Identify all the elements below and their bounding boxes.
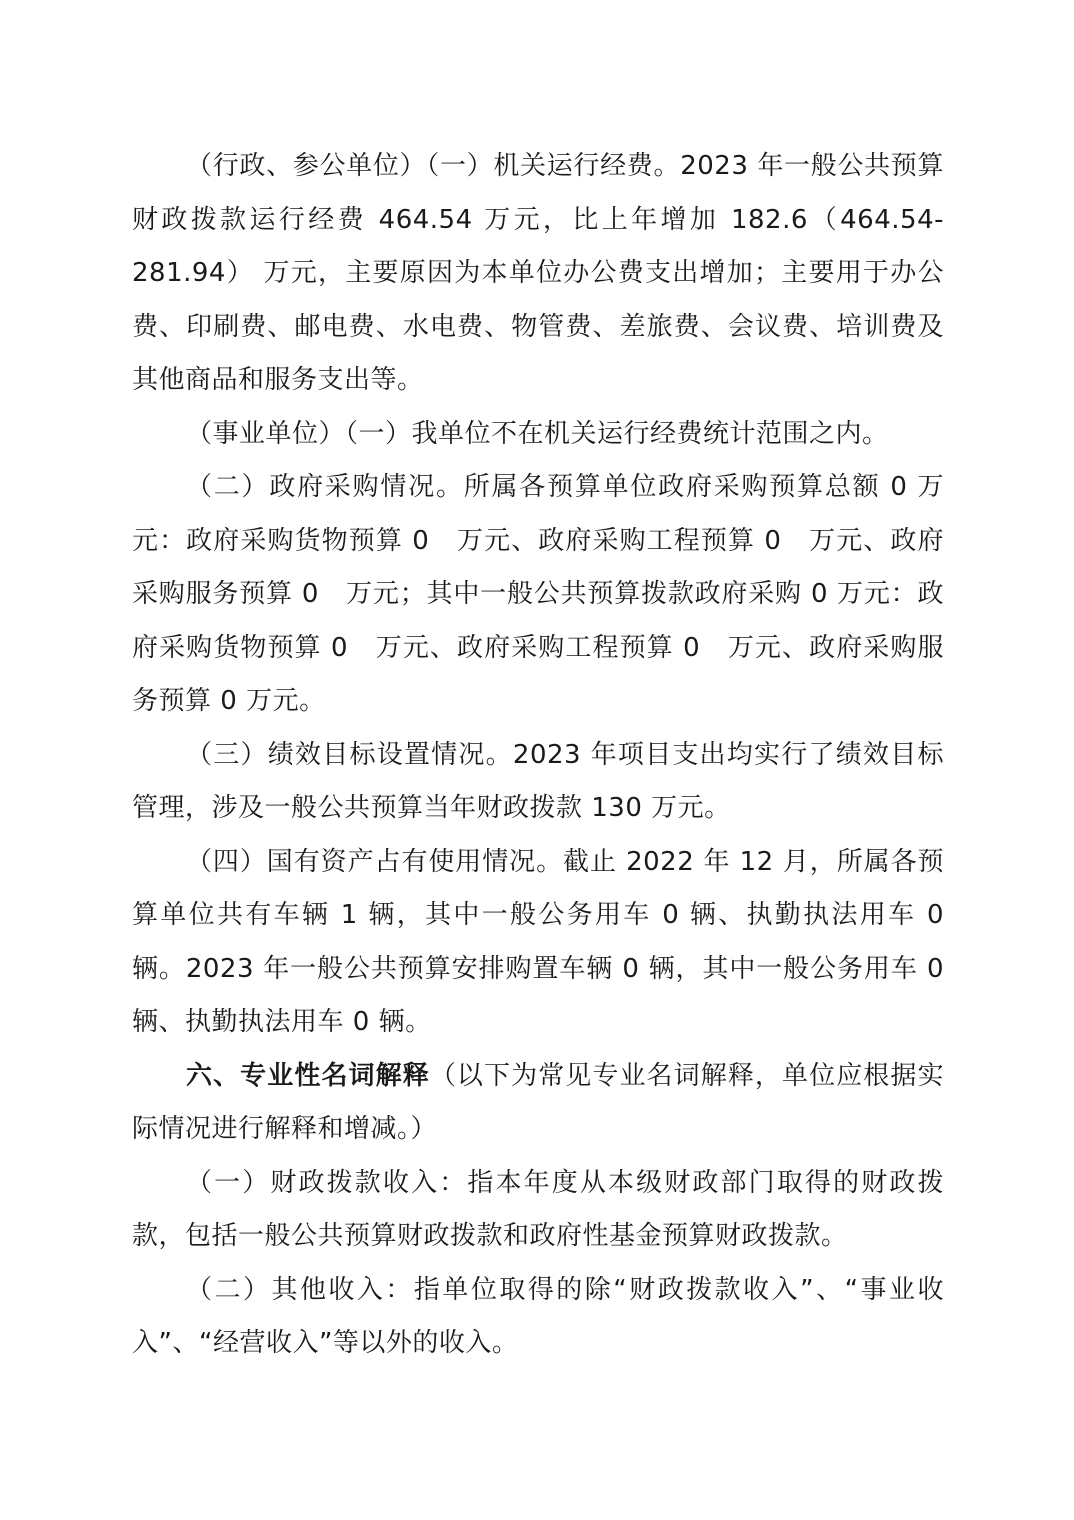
definition-fiscal-appropriation-income: （一）财政拨款收入：指本年度从本级财政部门取得的财政拨款，包括一般公共预算财政拨款和政府性基金预算财政拨款。	[132, 1167, 944, 1251]
section-six	[132, 1050, 944, 1157]
definition-other-income: （二）其他收入：指单位取得的除“财政拨款收入”、“事业收入”、“经营收入”等以外的收入。	[132, 1274, 944, 1358]
section-six-heading: 六、专业性名词解释	[186, 1060, 430, 1091]
document-body	[132, 140, 944, 1371]
paragraph-state-assets: （四）国有资产占有使用情况。截止 2022 年 12 月，所属各预算单位共有车辆 1 辆，其中一般公务用车 0 辆、执勤执法用车 0 辆。2023 年一般公共预算安排购置车辆 0 辆，其中一般公务用车 0 辆、执勤执法用车 0 辆。	[132, 846, 944, 1037]
section-six-note: （以下为常见专业名词解释，单位应根据实际情况进行解释和增减。）	[132, 1060, 944, 1144]
paragraph-performance-targets: （三）绩效目标设置情况。2023 年项目支出均实行了绩效目标管理，涉及一般公共预算当年财政拨款 130 万元。	[132, 739, 944, 823]
paragraph-government-procurement: （二）政府采购情况。所属各预算单位政府采购预算总额 0 万元：政府采购货物预算 0 万元、政府采购工程预算 0 万元、政府采购服务预算 0 万元；其中一般公共预算拨款政府采购 0 万元：政府采购货物预算 0 万元、政府采购工程预算 0 万元、政府采购服务预算 0 万元。	[132, 472, 944, 716]
paragraph-institution-note: （事业单位）（一）我单位不在机关运行经费统计范围之内。	[186, 418, 889, 449]
paragraph-operating-expenses: （行政、参公单位）（一）机关运行经费。2023 年一般公共预算财政拨款运行经费 464.54 万元，比上年增加 182.6（464.54-281.94） 万元，主要原因为本单位办公费支出增加；主要用于办公费、印刷费、邮电费、水电费、物管费、差旅费、会议费、培训费及其他商品和服务支出等。	[132, 151, 944, 395]
